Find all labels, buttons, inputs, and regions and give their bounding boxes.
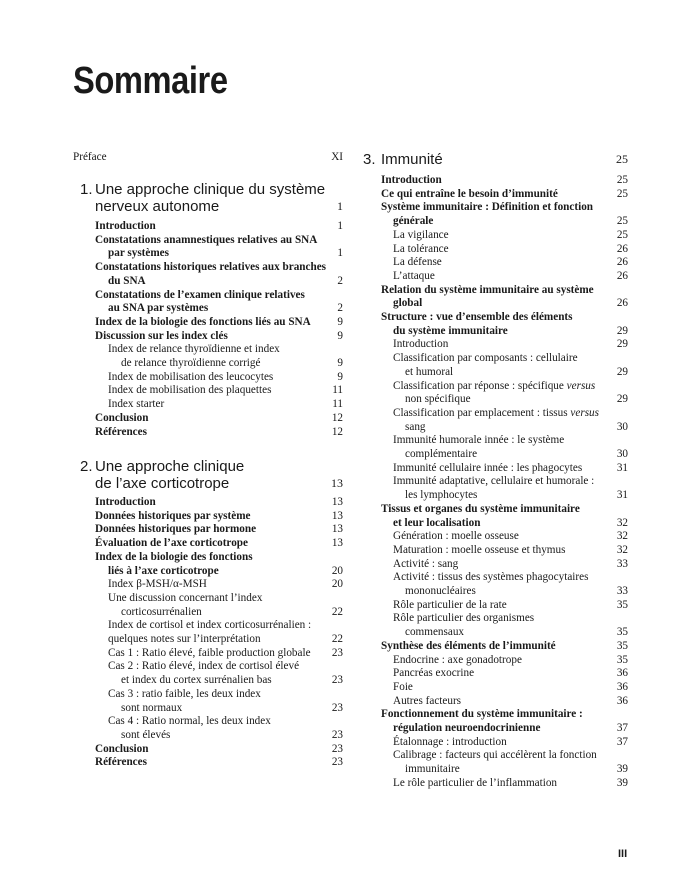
toc-entry: Génération : moelle osseuse: [393, 530, 519, 543]
toc-page-number: 13: [331, 523, 343, 536]
toc-entry: Rôle particulier de la rate: [393, 598, 507, 611]
toc-entry: Constatations de l’examen clinique relatives: [95, 288, 305, 301]
toc-page-number: 1: [337, 220, 343, 232]
toc-page-number: 25: [616, 215, 628, 228]
toc-entry: La défense: [393, 256, 442, 269]
toc-page-number: 36: [616, 694, 628, 707]
toc-page-number: 25: [616, 152, 628, 166]
toc-entry: Immunité adaptative, cellulaire et humorale :: [393, 475, 595, 488]
toc-entry: et humoral: [405, 365, 454, 378]
toc-page-number: 9: [337, 315, 343, 328]
toc-entry: et leur localisation: [393, 516, 481, 529]
toc-entry: Immunité humorale innée : le système: [393, 434, 565, 447]
toc-entry: immunitaire: [405, 763, 460, 776]
toc-entry: Introduction: [95, 220, 156, 232]
toc-page-number: 22: [331, 605, 343, 618]
toc-page-number: 30: [616, 448, 628, 460]
toc-entry: Références: [95, 425, 147, 438]
toc-page-number: 23: [331, 646, 343, 659]
toc-entry: Index de mobilisation des plaquettes: [108, 384, 272, 397]
toc-page-number: 23: [331, 756, 343, 769]
toc-page-number: 37: [616, 735, 628, 748]
toc-page-number: 23: [331, 701, 343, 714]
toc-entry: régulation neuroendocrinienne: [393, 722, 541, 734]
toc-page-number: 23: [331, 674, 343, 687]
toc-entry: sang: [405, 420, 426, 433]
toc-page-number: 32: [616, 516, 628, 529]
toc-page-number: XI: [331, 151, 343, 163]
chapter-title: nerveux autonome: [95, 198, 220, 215]
toc-entry: Données historiques par système: [95, 509, 251, 522]
toc-page-number: 20: [331, 578, 343, 591]
toc-page-number: 11: [332, 384, 343, 397]
toc-entry: Constatations historiques relatives aux branches: [95, 261, 327, 274]
toc-entry: Index de la biologie des fonctions liés au SNA: [95, 315, 311, 328]
toc-page-number: 36: [616, 680, 628, 693]
toc-entry: complémentaire: [405, 448, 478, 460]
toc-entry: Autres facteurs: [393, 694, 462, 707]
toc-entry: et index du cortex surrénalien bas: [121, 674, 272, 687]
toc-entry: Conclusion: [95, 742, 149, 755]
toc-entry: non spécifique: [405, 393, 471, 406]
toc-entry: sont normaux: [121, 701, 183, 714]
toc-entry: Ce qui entraîne le besoin d’immunité: [381, 187, 558, 200]
toc-entry: Rôle particulier des organismes: [393, 612, 535, 625]
toc-entry: du SNA: [108, 274, 146, 287]
toc-page-number: 30: [616, 420, 628, 433]
toc-entry: Introduction: [95, 496, 156, 508]
toc-page-number: 1: [337, 247, 343, 260]
chapter-number: 3.: [363, 151, 376, 168]
toc-page-number: 13: [331, 537, 343, 550]
toc-page-number: 13: [331, 496, 343, 508]
toc-page-number: 39: [616, 776, 628, 789]
toc-page-number: 12: [331, 425, 343, 438]
toc-page-number: 31: [616, 461, 628, 474]
toc-page-number: 39: [616, 763, 628, 776]
toc-entry: Étalonnage : introduction: [393, 735, 507, 748]
toc-entry: mononucléaires: [405, 585, 476, 597]
toc-page-number: 35: [616, 639, 628, 652]
toc-entry: Index de relance thyroïdienne et index: [108, 343, 280, 356]
toc-entry: Évaluation de l’axe corticotrope: [95, 537, 248, 550]
toc-page-number: 9: [337, 357, 343, 369]
toc-page-number: 1: [337, 199, 343, 213]
toc-entry: Classification par emplacement : tissus versus: [393, 406, 599, 419]
toc-page-number: 25: [616, 174, 628, 186]
toc-page-number: 20: [331, 564, 343, 577]
toc-entry: Index de la biologie des fonctions: [95, 550, 253, 563]
toc-entry: quelques notes sur l’interprétation: [108, 633, 261, 645]
toc-entry: du système immunitaire: [393, 324, 508, 337]
italic-term: versus: [566, 379, 596, 392]
toc-page-number: 2: [337, 274, 343, 287]
toc-page-number: 31: [616, 489, 628, 502]
toc-entry: les lymphocytes: [405, 489, 478, 502]
toc-entry: au SNA par systèmes: [108, 302, 209, 315]
toc-entry: Classification par composants : cellulaire: [393, 352, 578, 365]
toc-entry: Index de cortisol et index corticosurrénalien :: [108, 619, 312, 632]
toc-page-number: 32: [616, 530, 628, 543]
chapter-title: Immunité: [381, 151, 443, 168]
toc-entry: Références: [95, 756, 147, 769]
toc-entry: Tissus et organes du système immunitaire: [381, 502, 580, 515]
toc-page-number: 13: [331, 476, 343, 490]
toc-entry: global: [393, 297, 423, 310]
toc-page-number: 23: [331, 728, 343, 741]
toc-page-number: 25: [616, 228, 628, 241]
toc-entry: de relance thyroïdienne corrigé: [121, 357, 261, 369]
toc-entry: Cas 1 : Ratio élevé, faible production globale: [108, 646, 311, 659]
toc-entry: commensaux: [405, 626, 465, 639]
toc-entry: Index de mobilisation des leucocytes: [108, 370, 274, 383]
toc-page-number: 11: [332, 398, 343, 411]
toc-page-number: 32: [616, 543, 628, 556]
toc-entry: La tolérance: [393, 242, 449, 255]
toc-entry: Le rôle particulier de l’inflammation: [393, 776, 558, 789]
toc-entry: Relation du système immunitaire au système: [381, 283, 594, 296]
toc-entry: Classification par réponse : spécifique versus: [393, 379, 596, 392]
toc-page-number: 29: [616, 365, 628, 378]
toc-entry: Structure : vue d’ensemble des éléments: [381, 311, 573, 323]
toc-entry: Index starter: [108, 398, 165, 411]
toc-entry: Endocrine : axe gonadotrope: [393, 653, 522, 666]
toc-entry: Foie: [393, 680, 413, 693]
toc-page-number: 26: [616, 256, 628, 269]
toc-entry: Discussion sur les index clés: [95, 329, 228, 342]
toc-page-number: 23: [331, 742, 343, 755]
toc-page-number: 9: [337, 370, 343, 383]
toc-entry: Système immunitaire : Définition et fonction: [381, 201, 594, 214]
toc-page-number: 29: [616, 393, 628, 406]
toc-page-number: 25: [616, 187, 628, 200]
toc-entry: Introduction: [381, 174, 442, 186]
toc-page-number: 33: [616, 585, 628, 597]
toc-page-number: 29: [616, 324, 628, 337]
toc-page-number: 26: [616, 297, 628, 310]
toc-entry: Données historiques par hormone: [95, 523, 257, 536]
toc-page-number: 26: [616, 242, 628, 255]
toc-page-number: 26: [616, 269, 628, 282]
toc-entry: par systèmes: [108, 247, 170, 260]
toc-page-number: 22: [331, 633, 343, 645]
toc-preface: Préface: [73, 151, 107, 163]
toc-entry: La vigilance: [393, 228, 449, 241]
italic-term: versus: [570, 406, 599, 419]
toc-page-number: 35: [616, 598, 628, 611]
toc-entry: Cas 2 : Ratio élevé, index de cortisol élevé: [108, 660, 300, 673]
toc-entry: Activité : tissus des systèmes phagocytaires: [393, 571, 589, 584]
toc-page-number: 12: [331, 411, 343, 424]
toc-entry: Synthèse des éléments de l’immunité: [381, 639, 556, 652]
toc-entry: Cas 3 : ratio faible, les deux index: [108, 687, 261, 700]
toc-entry: Index β-MSH/α-MSH: [108, 578, 207, 591]
toc-entry: Maturation : moelle osseuse et thymus: [393, 543, 566, 556]
toc-page-number: 35: [616, 653, 628, 666]
toc-entry: Activité : sang: [393, 557, 459, 570]
toc-entry: Une discussion concernant l’index: [108, 591, 263, 604]
toc-entry: Fonctionnement du système immunitaire :: [381, 708, 583, 721]
toc-entry: Calibrage : facteurs qui accélèrent la fonction: [393, 749, 597, 762]
page-title: Sommaire: [73, 60, 228, 102]
toc-page-number: 36: [616, 667, 628, 680]
toc-entry: Immunité cellulaire innée : les phagocytes: [393, 461, 583, 474]
toc-entry: Constatations anamnestiques relatives au SNA: [95, 233, 318, 246]
toc-entry: liés à l’axe corticotrope: [108, 564, 219, 577]
chapter-number: 1.: [80, 181, 93, 198]
toc-entry: Conclusion: [95, 411, 149, 424]
chapter-title: Une approche clinique du système: [95, 181, 326, 198]
toc-entry: L’attaque: [393, 269, 435, 282]
toc-page-number: 2: [337, 302, 343, 315]
toc-page-number: 9: [337, 329, 343, 342]
toc-page-number: 29: [616, 338, 628, 351]
toc-page-number: 33: [616, 557, 628, 570]
toc-entry: Cas 4 : Ratio normal, les deux index: [108, 715, 271, 728]
page-number: III: [618, 848, 628, 860]
toc-entry: sont élevés: [121, 728, 171, 741]
chapter-number: 2.: [80, 458, 93, 475]
toc-page-number: 13: [331, 509, 343, 522]
toc-entry: générale: [393, 215, 434, 228]
toc-entry: Pancréas exocrine: [393, 667, 475, 680]
toc-entry: Introduction: [393, 338, 449, 351]
toc-page-number: 37: [616, 722, 628, 734]
toc-entry: corticosurrénalien: [121, 605, 202, 618]
chapter-title: de l’axe corticotrope: [95, 475, 230, 492]
toc-page-number: 35: [616, 626, 628, 639]
chapter-title: Une approche clinique: [95, 458, 245, 475]
